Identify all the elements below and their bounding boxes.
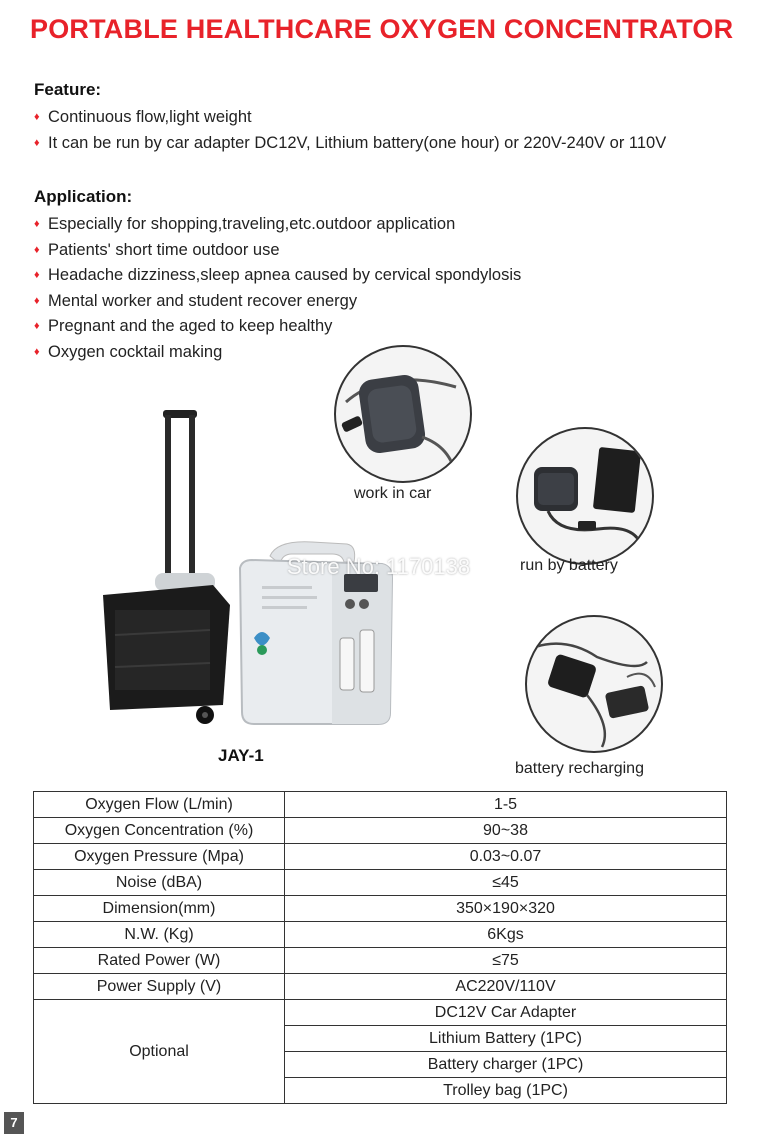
table-row bbox=[34, 1000, 727, 1026]
table-row bbox=[34, 818, 727, 844]
car-adapter-photo bbox=[334, 345, 472, 483]
page-number: 7 bbox=[4, 1112, 24, 1134]
trolley-bag-image bbox=[95, 405, 245, 735]
application-list bbox=[34, 212, 734, 365]
feature-item: ♦ It can be run by car adapter DC12V, Lithium battery(one hour) or 220V-240V or 110V bbox=[34, 131, 718, 157]
page-title: PORTABLE HEALTHCARE OXYGEN CONCENTRATOR bbox=[30, 14, 734, 44]
spec-label: Oxygen Concentration (%) bbox=[34, 818, 285, 844]
model-label: JAY-1 bbox=[218, 746, 264, 765]
caption-work-in-car: work in car bbox=[354, 485, 432, 502]
caption-battery-recharging: battery recharging bbox=[515, 760, 644, 777]
store-watermark: Store No: 1170138 bbox=[287, 554, 471, 579]
spec-value: 6Kgs bbox=[285, 922, 727, 948]
application-item: ♦ Patients' short time outdoor use bbox=[34, 238, 734, 264]
application-item: ♦ Pregnant and the aged to keep healthy bbox=[34, 314, 734, 340]
optional-item: Battery charger (1PC) bbox=[285, 1052, 727, 1078]
spec-value: 350×190×320 bbox=[285, 896, 727, 922]
spec-table bbox=[33, 791, 727, 1104]
car-adapter-image bbox=[336, 347, 470, 481]
optional-label: Optional bbox=[34, 1000, 285, 1104]
battery-photo bbox=[516, 427, 654, 565]
table-row bbox=[34, 870, 727, 896]
optional-item: Trolley bag (1PC) bbox=[285, 1078, 727, 1104]
table-row bbox=[34, 896, 727, 922]
table-row bbox=[34, 948, 727, 974]
caption-run-by-battery: run by battery bbox=[520, 557, 618, 574]
charger-photo bbox=[525, 615, 663, 753]
feature-heading: Feature: bbox=[34, 80, 102, 99]
spec-value: ≤75 bbox=[285, 948, 727, 974]
spec-value: AC220V/110V bbox=[285, 974, 727, 1000]
feature-item: ♦ Continuous flow,light weight bbox=[34, 105, 734, 131]
spec-label: Dimension(mm) bbox=[34, 896, 285, 922]
table-row bbox=[34, 922, 727, 948]
spec-value: 90~38 bbox=[285, 818, 727, 844]
charger-image bbox=[527, 617, 661, 751]
application-item: ♦ Mental worker and student recover energy bbox=[34, 289, 734, 315]
spec-label: Noise (dBA) bbox=[34, 870, 285, 896]
table-row bbox=[34, 974, 727, 1000]
spec-label: Oxygen Flow (L/min) bbox=[34, 792, 285, 818]
application-heading: Application: bbox=[34, 187, 133, 206]
table-row bbox=[34, 844, 727, 870]
feature-list bbox=[34, 105, 734, 156]
spec-label: N.W. (Kg) bbox=[34, 922, 285, 948]
optional-item: Lithium Battery (1PC) bbox=[285, 1026, 727, 1052]
spec-value: 0.03~0.07 bbox=[285, 844, 727, 870]
application-item: ♦ Oxygen cocktail making bbox=[34, 340, 734, 366]
application-item: ♦ Especially for shopping,traveling,etc.outdoor application bbox=[34, 212, 734, 238]
spec-value: 1-5 bbox=[285, 792, 727, 818]
optional-item: DC12V Car Adapter bbox=[285, 1000, 727, 1026]
spec-label: Rated Power (W) bbox=[34, 948, 285, 974]
spec-label: Power Supply (V) bbox=[34, 974, 285, 1000]
spec-value: ≤45 bbox=[285, 870, 727, 896]
spec-label: Oxygen Pressure (Mpa) bbox=[34, 844, 285, 870]
battery-image bbox=[518, 429, 652, 563]
application-item: ♦ Headache dizziness,sleep apnea caused by cervical spondylosis bbox=[34, 263, 734, 289]
table-row bbox=[34, 792, 727, 818]
